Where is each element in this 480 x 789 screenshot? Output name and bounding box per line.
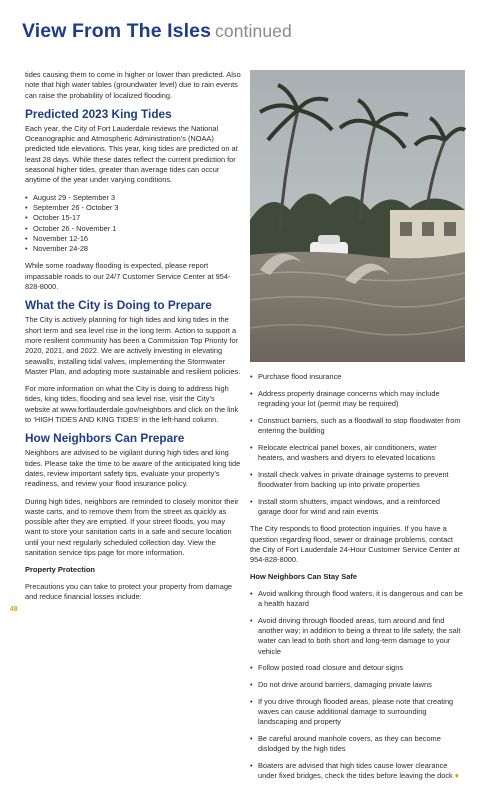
- stay-safe-list: [250, 589, 465, 782]
- list-item: • Purchase flood insurance: [250, 372, 465, 382]
- list-item: • November 12-16: [25, 234, 241, 244]
- city-info-paragraph: For more information on what the City is doing to address high tides, king tides, flooding and sea level rise, visit the City’s website at www.fortlauderdale.gov/neighbors and click on the link to ‘HIGH TIDES AND KING TIDES’ in the left-hand column.: [25, 384, 239, 425]
- king-tide-dates-list: [25, 193, 241, 255]
- list-item: • Install storm shutters, impact windows, and a reinforced garage door for wind and rain events: [250, 497, 465, 518]
- stay-safe-heading: How Neighbors Can Stay Safe: [250, 572, 358, 582]
- title-main: View From The Isles: [22, 20, 212, 42]
- list-item: • Avoid driving through flooded areas, turn around and find another way; in addition to being a threat to life safety, the salt water can lead to both short and long-term damage to your vehicle: [250, 616, 465, 657]
- list-item: • Install check valves in private drainage systems to prevent floodwater from backing up into private properties: [250, 470, 465, 491]
- left-column: [25, 70, 241, 609]
- right-column: [250, 372, 465, 789]
- property-protection-body: Precautions you can take to protect your property from damage and reduce financial losses include:: [25, 581, 233, 601]
- page-title: [22, 20, 292, 43]
- property-protection-list: [250, 372, 465, 517]
- sanitation-paragraph: During high tides, neighbors are reminded to closely monitor their waste carts, and to remove them from the street as quickly as possible after they are emptied. If your street floods, you may want to store your sanitation carts in a safe and secure location until your next regularly scheduled collection day. View the sanitation service tips page for more information.: [25, 496, 239, 557]
- neighbors-prepare-body: Neighbors are advised to be vigilant during high tides and king tides. Please take the time to be aware of the anticipated king tide dates, review important safety tips, evaluate your property’s readiness, and review your flood insurance policy.: [25, 448, 241, 489]
- flooded-street-photo: [250, 70, 465, 362]
- city-prepare-heading: What the City is Doing to Prepare: [25, 298, 212, 313]
- list-item: • Follow posted road closure and detour signs: [250, 663, 465, 673]
- king-tides-body: Each year, the City of Fort Lauderdale reviews the National Oceanographic and Atmospheric Administration’s (NOAA) predicted tide elevations. This year, king tides are predicted on at least 28 days. While these dates reflect the current prediction for seasonal higher tides, greater than average tides can occur anytime of the year under varying conditions.: [25, 123, 238, 185]
- intro-paragraph: tides causing them to come in higher or lower than predicted. Also note that high water tables (groundwater level) due to rain events can raise the probability of localized flooding.: [25, 70, 241, 100]
- title-continued: continued: [215, 21, 292, 41]
- property-protection-heading: Property Protection: [25, 565, 96, 575]
- list-item: • If you drive through flooded areas, please note that creating waves can cause additional damage to surrounding landscaping and property: [250, 697, 465, 728]
- list-item: • Avoid walking through flood waters, it is dangerous and can be a health hazard: [250, 589, 465, 610]
- flooded-street-image: [250, 70, 465, 362]
- list-item: • Be careful around manhole covers, as they can become dislodged by the high tides: [250, 734, 465, 755]
- list-item: [250, 761, 465, 782]
- report-roads-paragraph: While some roadway flooding is expected, please report impassable roads to our 24/7 Customer Service Center at 954-828-8000.: [25, 261, 231, 292]
- list-item: • September 26 - October 3: [25, 203, 241, 213]
- list-item: • October 26 - November 1: [25, 224, 241, 234]
- list-item: • Construct barriers, such as a floodwall to stop floodwater from entering the building: [250, 416, 465, 437]
- list-item: • Do not drive around barriers, damaging private lawns: [250, 680, 465, 690]
- list-item-text: Boaters are advised that high tides cause lower clearance under fixed bridges, check the tides before leaving the dock: [258, 760, 453, 781]
- end-mark-icon: ♦: [454, 771, 459, 781]
- city-prepare-body: The City is actively planning for high tides and king tides in the short term and sea level rise in the long term. Action to support a more resilient community has been a Commission Top Priority for 2020, 2021, and 2022. We are actively investing in elevating seawalls, installing tidal valves, implementing the Stormwater Master Plan, and adopting more sustainable and resilient policies.: [25, 315, 241, 376]
- list-item: • October 15-17: [25, 213, 241, 223]
- neighbors-prepare-heading: How Neighbors Can Prepare: [25, 431, 185, 446]
- list-item: • Address property drainage concerns which may include regrading your lot (permit may be required): [250, 389, 465, 410]
- king-tides-heading: Predicted 2023 King Tides: [25, 106, 172, 121]
- list-item: • August 29 - September 3: [25, 193, 241, 203]
- page-number: 48: [10, 606, 18, 613]
- list-item: • November 24-28: [25, 244, 241, 254]
- list-item: • Relocate electrical panel boxes, air conditioners, water heaters, and washers and dryers to elevated locations: [250, 443, 465, 464]
- responds-paragraph: The City responds to flood protection inquiries. If you have a question regarding flood, sewer or drainage problems, contact the City of Fort Lauderdale 24-Hour Customer Service Center at 954-828-8000.: [250, 524, 460, 565]
